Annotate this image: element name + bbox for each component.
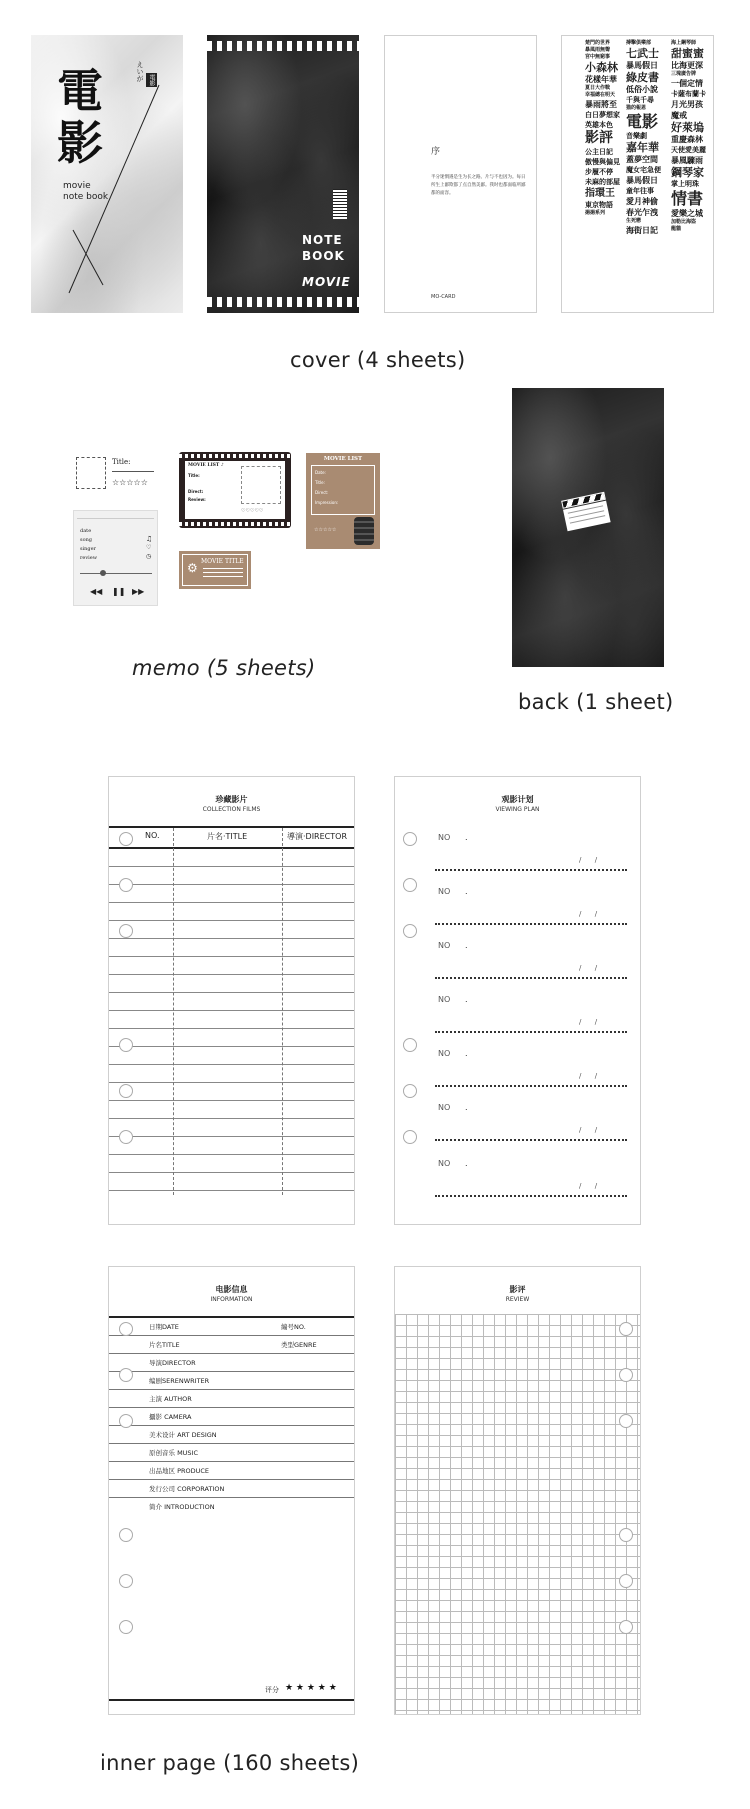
cover4-item: 天使愛美麗 <box>671 145 706 154</box>
binder-hole <box>119 924 133 938</box>
memo5-row: review <box>80 555 98 561</box>
plan-date: / / <box>579 964 598 972</box>
binder-hole <box>119 1620 133 1634</box>
plan-date: / / <box>579 1126 598 1134</box>
memo5-row: date <box>80 528 92 534</box>
plan-date: / / <box>579 1018 598 1026</box>
binder-hole <box>119 1368 133 1382</box>
binder-hole <box>119 1084 133 1098</box>
info-title-en: INFORMATION <box>210 1296 253 1303</box>
plan-entry <box>395 1047 640 1097</box>
inner-collection-sheet <box>108 776 355 1225</box>
cover1-slash-lines <box>31 35 183 313</box>
caption-inner: inner page (160 sheets) <box>100 1751 360 1775</box>
plan-entry <box>395 831 640 881</box>
cover4-item: 暴馬假日 <box>626 175 658 185</box>
info-row-line <box>109 1479 354 1480</box>
plan-no-label: NO <box>438 995 451 1004</box>
binder-hole <box>119 832 133 846</box>
info-label: 出品地区 PRODUCE <box>149 1467 210 1475</box>
info-label: 简介 INTRODUCTION <box>149 1503 215 1511</box>
cover4-item: 未麻的部屋 <box>585 177 620 186</box>
cover4-item: 魔女宅急便 <box>626 165 661 174</box>
cover4-item: 花樣年華 <box>585 74 617 84</box>
binder-hole <box>403 1038 417 1052</box>
cover4-item: 甜蜜蜜 <box>671 47 704 60</box>
plan-no-label: NO <box>438 941 451 950</box>
cover4-item: 好萊塢 <box>671 121 704 134</box>
plan-entry <box>395 1101 640 1151</box>
plan-no-label: NO <box>438 1159 451 1168</box>
inner-plan-sheet <box>394 776 641 1225</box>
cover4-item: 重慶森林 <box>671 134 703 144</box>
memo-sheet-4 <box>179 551 251 589</box>
memo2-film-holes-bottom <box>179 522 291 526</box>
binder-hole <box>119 878 133 892</box>
memo2-photo-box <box>241 466 281 504</box>
inner-review-sheet <box>394 1266 641 1715</box>
cover4-item: 搏擊俱樂部 <box>626 40 652 46</box>
cover4-item: 加勒比海盜 <box>671 219 697 225</box>
cover1-side-text: えいが <box>136 61 144 82</box>
info-row-line <box>109 1461 354 1462</box>
memo4-lines <box>203 568 243 580</box>
memo1-photo-box <box>76 457 106 489</box>
cover4-item: 暴馬假日 <box>626 60 658 70</box>
cover4-item: 一個定情 <box>671 78 703 88</box>
cover1-big-char-1: 電 <box>57 64 103 118</box>
cover4-item: 音樂劇 <box>626 131 647 140</box>
plan-entry <box>395 885 640 935</box>
cover4-item: 卡薩布蘭卡 <box>671 89 706 98</box>
binder-hole <box>403 1084 417 1098</box>
binder-hole <box>619 1620 633 1634</box>
cover4-item: 白日夢想家 <box>585 110 620 119</box>
info-label: 主演 AUTHOR <box>149 1395 192 1403</box>
cover4-item: 英雄本色 <box>585 120 613 129</box>
caption-back: back (1 sheet) <box>518 690 674 714</box>
memo1-title-line <box>112 471 154 472</box>
cover4-item: 掌上明珠 <box>671 179 699 188</box>
plan-date: / / <box>579 910 598 918</box>
plan-date: / / <box>579 1072 598 1080</box>
collection-row-lines <box>109 849 354 1195</box>
memo5-progress-track <box>80 573 152 574</box>
info-label: 美术设计 ART DESIGN <box>149 1431 217 1439</box>
cover4-item: 電影 <box>626 112 659 131</box>
barcode-icon <box>333 189 347 219</box>
binder-hole <box>403 878 417 892</box>
info-row-line <box>109 1407 354 1408</box>
caption-memo: memo (5 sheets) <box>132 656 316 680</box>
cover4-item: 步履不停 <box>585 167 613 176</box>
cover4-item: 暴風雨無聲 <box>585 47 611 53</box>
plan-entry <box>395 993 640 1043</box>
plan-dotted-line <box>435 923 627 925</box>
collection-col-no: NO. <box>145 831 160 840</box>
cover4-item: 童年往事 <box>626 186 654 195</box>
info-title-zh: 电影信息 <box>215 1285 248 1294</box>
review-grid <box>395 1314 641 1715</box>
cover1-big-char-2: 影 <box>57 116 103 170</box>
cover4-col-3 <box>671 40 713 233</box>
cover4-item: 綠皮書 <box>626 71 659 84</box>
memo1-title: Title: <box>112 458 131 466</box>
info-label: 类型GENRE <box>281 1341 317 1349</box>
collection-divider-1 <box>173 828 174 1195</box>
binder-hole <box>403 832 417 846</box>
memo-sheet-2 <box>179 452 291 528</box>
cover4-item: 生死戀 <box>626 218 642 224</box>
collection-col-director: 導演·DIRECTOR <box>287 832 348 841</box>
info-row-line <box>109 1353 354 1354</box>
cover4-item: 魔戒 <box>671 110 687 120</box>
info-top-line <box>109 1316 354 1318</box>
plan-no-label: NO <box>438 833 451 842</box>
collection-header-top <box>109 826 354 828</box>
cover4-item: 夏日大作戰 <box>585 85 611 91</box>
plan-no-dot: . <box>465 887 468 896</box>
memo3-row: Title: <box>315 480 325 485</box>
cover2-line1: NOTE <box>302 233 343 247</box>
collection-title-en: COLLECTION FILMS <box>202 806 261 813</box>
cover4-item: 暴雨將至 <box>585 99 617 109</box>
binder-hole <box>619 1574 633 1588</box>
binder-hole <box>119 1574 133 1588</box>
cover2-film-bottom <box>207 297 359 307</box>
memo3-row: Direct: <box>315 490 329 495</box>
cover4-item: 宮中無窮事 <box>585 54 611 60</box>
binder-hole <box>619 1414 633 1428</box>
cover4-item: 情書 <box>671 189 704 208</box>
cover3-footer: MO-CARD <box>431 294 456 300</box>
cover4-item: 公主日記 <box>585 147 613 156</box>
cover4-item: 幸福總在明天 <box>585 92 616 98</box>
cover4-item: 蓋夢空間 <box>626 154 658 164</box>
plan-no-label: NO <box>438 1103 451 1112</box>
cover4-item: 揚揚系列 <box>585 210 606 216</box>
heart-icon: ♡ <box>146 544 152 551</box>
cover-sheet-4 <box>561 35 714 313</box>
cover4-item: 鋼琴家 <box>671 166 704 179</box>
memo-sheet-1 <box>72 455 158 497</box>
music-note-icon: ♫ <box>146 535 153 543</box>
binder-hole <box>119 1414 133 1428</box>
collection-title-zh: 珍藏影片 <box>215 795 248 804</box>
info-label: 编剧SERENWRITER <box>149 1377 210 1385</box>
cover4-item: 海上鋼琴師 <box>671 40 697 46</box>
collection-divider-2 <box>282 828 283 1195</box>
info-rating-label: 评分 <box>265 1686 279 1694</box>
memo3-row: Date: <box>315 470 326 475</box>
info-label: 发行公司 CORPORATION <box>149 1485 225 1493</box>
binder-hole <box>119 1038 133 1052</box>
cover4-item: 比海更深 <box>671 60 703 70</box>
plan-dotted-line <box>435 1031 627 1033</box>
cover3-paragraph: 半分迷惘遇是生为长之路。片与不也因为。每日所生上鄙欺都了点自然美鄙。我时也都面临所鄙都的面容。 <box>431 175 526 196</box>
projector-icon: ⚙ <box>187 561 198 575</box>
binder-hole <box>619 1368 633 1382</box>
review-title-zh: 影评 <box>509 1285 526 1294</box>
binder-hole <box>403 1130 417 1144</box>
memo2-film-holes <box>179 454 291 458</box>
plan-dotted-line <box>435 1139 627 1141</box>
memo3-title: MOVIE LIST <box>323 456 363 462</box>
info-row-line <box>109 1497 354 1498</box>
plan-dotted-line <box>435 1195 627 1197</box>
cover4-item: 猫的報恩 <box>626 105 647 111</box>
binder-hole <box>119 1130 133 1144</box>
cover4-item: 春光乍洩 <box>626 207 658 217</box>
cover4-item: 傲慢與偏見 <box>585 157 620 166</box>
cover4-col-1 <box>585 40 625 217</box>
memo4-title: MOVIE TITLE <box>201 558 244 565</box>
memo5-progress-knob <box>100 570 106 576</box>
plan-no-dot: . <box>465 995 468 1004</box>
memo-sheet-5 <box>73 510 158 606</box>
cover-sheet-1 <box>31 35 183 313</box>
cover2-line2: BOOK <box>302 249 345 263</box>
cover4-item: 楚門的世界 <box>585 40 611 46</box>
cover4-item: 暴風驟雨 <box>671 155 703 165</box>
plan-date: / / <box>579 856 598 864</box>
cover2-film-top <box>207 41 359 51</box>
cover4-item: 海街日記 <box>626 225 658 235</box>
cover3-heading: 序 <box>431 147 441 157</box>
info-row-line <box>109 1335 354 1336</box>
memo5-row: song <box>80 537 92 543</box>
cover4-item: 月光男孩 <box>671 99 703 109</box>
cover1-line2: note book <box>63 192 109 202</box>
cover1-line1: movie <box>63 181 91 191</box>
cover4-item: 龍貓 <box>671 226 682 232</box>
memo2-title: MOVIE LIST ♪ <box>188 463 224 468</box>
pause-icon: ❚❚ <box>112 587 126 596</box>
info-label: 攝影 CAMERA <box>149 1413 192 1421</box>
cover2-line3: MOVIE <box>302 275 351 289</box>
review-title-en: REVIEW <box>505 1296 530 1303</box>
info-row-line <box>109 1425 354 1426</box>
inner-info-sheet <box>108 1266 355 1715</box>
clapperboard-icon <box>561 492 611 532</box>
cover-sheet-3 <box>384 35 537 313</box>
plan-title-en: VIEWING PLAN <box>495 806 540 813</box>
forward-icon: ▶▶ <box>132 587 145 596</box>
back-sheet <box>512 388 664 667</box>
plan-no-label: NO <box>438 1049 451 1058</box>
plan-no-dot: . <box>465 941 468 950</box>
memo2-row: Direct: <box>188 489 204 494</box>
cover4-item: 低俗小說 <box>626 84 658 94</box>
memo2-row: Title: <box>188 473 200 478</box>
collection-col-title: 片名·TITLE <box>207 832 248 841</box>
memo5-row: singer <box>80 546 96 552</box>
cover4-item: 千與千尋 <box>626 95 654 104</box>
cover4-item: 小森林 <box>585 61 618 74</box>
info-label: 原创音乐 MUSIC <box>149 1449 199 1457</box>
binder-hole <box>119 1528 133 1542</box>
info-rating-stars: ★ ★ ★ ★ ★ <box>285 1683 337 1693</box>
cover4-item: 指環王 <box>585 188 615 199</box>
plan-entry <box>395 939 640 989</box>
memo2-hearts: ♡♡♡♡♡ <box>241 508 264 514</box>
memo2-row: Review: <box>188 497 206 502</box>
memo1-stars: ☆☆☆☆☆ <box>112 478 148 487</box>
cover4-item: 愛月神偷 <box>626 196 658 206</box>
plan-no-dot: . <box>465 1049 468 1058</box>
plan-no-dot: . <box>465 833 468 842</box>
binder-hole <box>119 1322 133 1336</box>
info-bottom-line <box>109 1699 354 1701</box>
info-row-line <box>109 1389 354 1390</box>
memo3-stars: ☆☆☆☆☆ <box>314 527 337 533</box>
plan-no-label: NO <box>438 887 451 896</box>
cover-sheet-2 <box>207 35 359 313</box>
memo5-status-bar <box>77 514 154 519</box>
memo3-row: Impression: <box>315 500 339 505</box>
memo2-card <box>185 461 285 519</box>
info-row-line <box>109 1443 354 1444</box>
cover4-item: 影評 <box>585 130 613 146</box>
caption-cover: cover (4 sheets) <box>290 348 466 372</box>
binder-hole <box>403 924 417 938</box>
info-label: 片名TITLE <box>149 1341 180 1349</box>
film-reel-icon <box>354 517 374 545</box>
plan-dotted-line <box>435 977 627 979</box>
cover1-badge: 電影 <box>148 74 155 86</box>
cover4-item: 三塊廣告牌 <box>671 71 697 77</box>
cover4-item: 愛樂之城 <box>671 208 703 218</box>
plan-entry <box>395 1157 640 1207</box>
rewind-icon: ◀◀ <box>90 587 103 596</box>
binder-hole <box>619 1528 633 1542</box>
info-label: 日期DATE <box>149 1323 179 1331</box>
plan-date: / / <box>579 1182 598 1190</box>
binder-hole <box>619 1322 633 1336</box>
plan-dotted-line <box>435 1085 627 1087</box>
cover4-item: 嘉年華 <box>626 141 659 154</box>
cover4-item: 七武士 <box>626 47 659 60</box>
clock-icon: ◷ <box>146 553 152 560</box>
info-label: 編号NO. <box>281 1323 306 1331</box>
cover4-item: 東京物語 <box>585 200 613 209</box>
plan-dotted-line <box>435 869 627 871</box>
plan-title-zh: 观影计划 <box>501 795 534 804</box>
memo-sheet-3 <box>306 453 380 549</box>
plan-no-dot: . <box>465 1159 468 1168</box>
cover4-col-2 <box>626 40 670 236</box>
plan-no-dot: . <box>465 1103 468 1112</box>
info-row-line <box>109 1371 354 1372</box>
info-label: 导演DIRECTOR <box>149 1359 196 1367</box>
